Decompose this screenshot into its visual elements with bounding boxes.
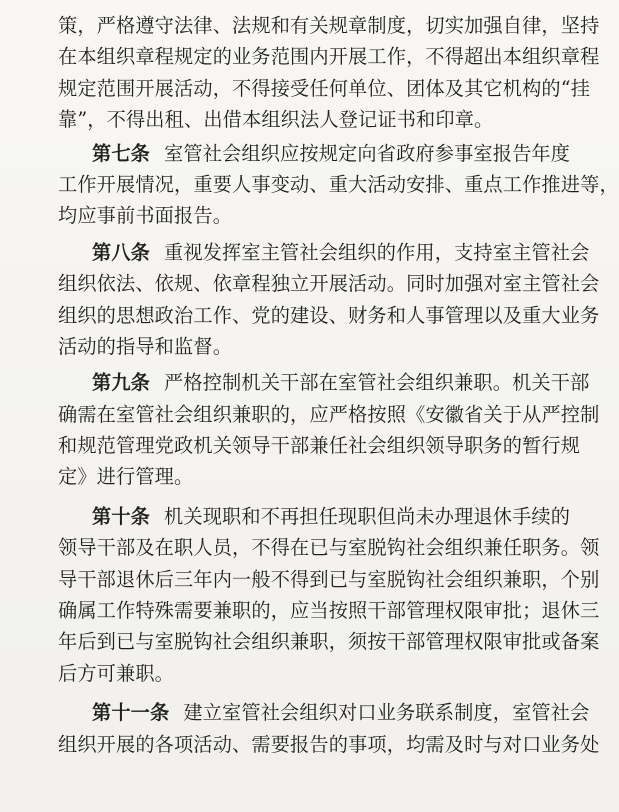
text-line: 确需在室管社会组织兼职的，应严格按照《安徽省关于从严控制 (58, 402, 600, 426)
text-line: 均应事前书面报告。 (58, 204, 233, 228)
article-8-number: 第八条 (92, 240, 151, 264)
article-11-first-line (58, 697, 603, 728)
text-line: 靠”，不得出租、出借本组织法人登记证书和印章。 (58, 108, 494, 132)
text-line: 导干部退休后三年内一般不得到已与室脱钩社会组织兼职，个别 (58, 567, 600, 591)
article-8-first-line (58, 237, 603, 268)
text-line: 组织依法、依规、依章程独立开展活动。同时加强对室主管社会 (58, 272, 600, 296)
article-9-first-line (58, 367, 603, 398)
article-10-number: 第十条 (92, 504, 151, 528)
article-9-number: 第九条 (92, 371, 151, 395)
article-10-text: 机关现职和不再担任现职但尚未办理退休手续的 (164, 504, 571, 528)
text-line: 确属工作特殊需要兼职的，应当按照干部管理权限审批；退休三 (58, 599, 600, 623)
text-line: 工作开展情况，重要人事变动、重大活动安排、重点工作推进等， (58, 172, 619, 196)
article-11-number: 第十一条 (92, 701, 170, 725)
article-7-number: 第七条 (92, 141, 151, 165)
text-line: 后方可兼职。 (58, 661, 175, 685)
article-9-text: 严格控制机关干部在室管社会组织兼职。机关干部 (164, 371, 590, 395)
text-line: 在本组织章程规定的业务范围内开展工作，不得超出本组织章程 (58, 45, 600, 69)
text-line: 策，严格遵守法律、法规和有关规章制度，切实加强自律，坚持 (58, 14, 600, 37)
text-line: 年后到已与室脱钩社会组织兼职，须按干部管理权限审批或备案 (58, 630, 600, 654)
article-8-text: 重视发挥室主管社会组织的作用，支持室主管社会 (164, 240, 590, 264)
article-11-text: 建立室管社会组织对口业务联系制度，室管社会 (183, 701, 590, 725)
text-line: 活动的指导和监督。 (58, 334, 233, 358)
article-7-first-line (58, 138, 603, 169)
text-line: 组织开展的各项活动、需要报告的事项，均需及时与对口业务处 (58, 732, 600, 756)
text-line: 和规范管理党政机关领导干部兼任社会组织领导职务的暂行规 (58, 434, 581, 458)
article-7-text: 室管社会组织应按规定向省政府参事室报告年度 (164, 141, 571, 165)
text-line: 组织的思想政治工作、党的建设、财务和人事管理以及重大业务 (58, 303, 600, 327)
text-line: 定》进行管理。 (58, 465, 194, 489)
text-line: 规定范围开展活动，不得接受任何单位、团体及其它机构的“挂 (58, 76, 591, 100)
text-line: 领导干部及在职人员，不得在已与室脱钩社会组织兼任职务。领 (58, 536, 600, 560)
article-10-first-line (58, 501, 603, 532)
document-text (58, 10, 619, 760)
